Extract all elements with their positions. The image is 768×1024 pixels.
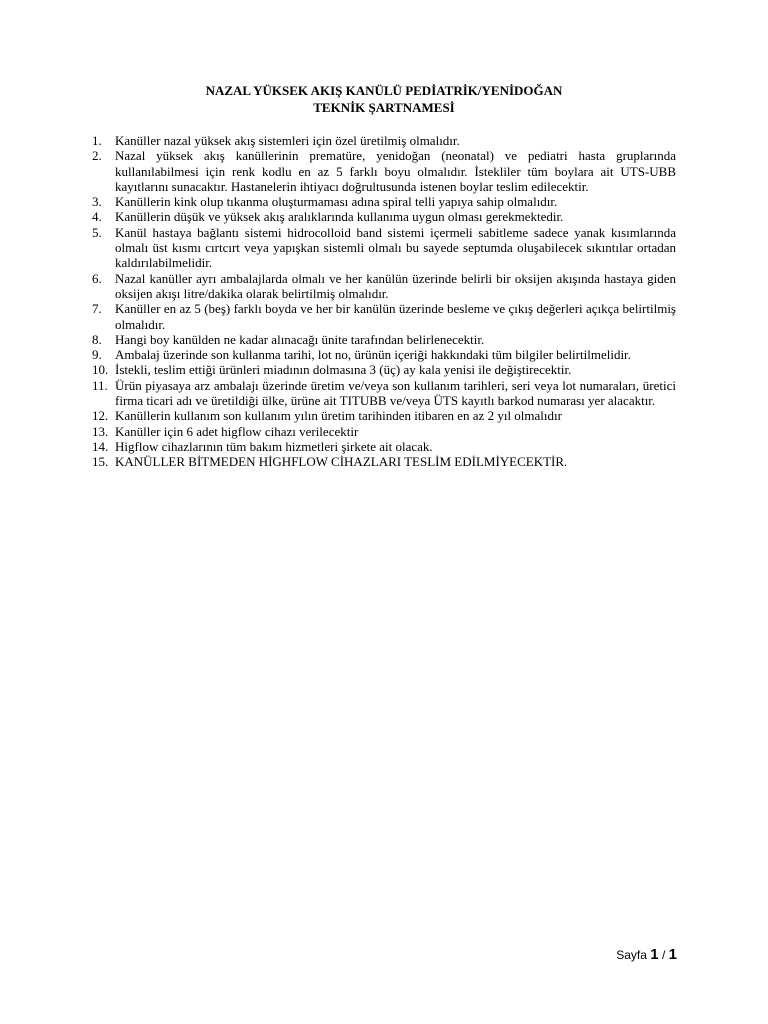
list-item-text: Kanüllerin düşük ve yüksek akış aralıklarında kullanıma uygun olması gerekmektedir.	[115, 209, 564, 225]
page-total: 1	[668, 946, 677, 963]
list-item-number: 9.	[92, 347, 102, 363]
list-item-text: Kanüllerin kullanım son kullanım yılın üretim tarihinden itibaren en az 2 yıl olmalıdır	[115, 408, 562, 424]
list-item-number: 8.	[92, 331, 102, 347]
page-label: Sayfa	[616, 948, 647, 962]
document-title	[92, 82, 676, 116]
list-item	[92, 148, 676, 194]
list-item-number: 5.	[92, 224, 102, 240]
list-item-number: 2.	[92, 148, 102, 164]
list-item-text: KANÜLLER BİTMEDEN HİGHFLOW CİHAZLARI TESLİM EDİLMİYECEKTİR.	[115, 454, 568, 470]
list-item-number: 14.	[92, 438, 109, 454]
list-item	[92, 347, 676, 362]
list-item-number: 7.	[92, 301, 102, 317]
list-item-text: Nazal yüksek akış kanüllerinin prematüre, yenidoğan (neonatal) ve pediatri hasta gruplarında kullanılabilmesi için renk kodlu en az 5 farklı boyu olmalıdır. İstekliler tüm boylara ait UTS-UBB kayıtlarını sunacaktır. Hastanelerin ihtiyacı doğrultusunda istenen boylar teslim edilecektir.	[115, 148, 676, 194]
list-item-text: Kanüller için 6 adet higflow cihazı verilecektir	[115, 423, 359, 439]
list-item	[92, 209, 676, 224]
list-item-text: Ambalaj üzerinde son kullanma tarihi, lot no, ürünün içeriği hakkındaki tüm bilgiler belirtilmelidir.	[115, 347, 631, 363]
page-separator: /	[661, 948, 666, 962]
list-item-text: Nazal kanüller ayrı ambalajlarda olmalı ve her kanülün üzerinde belirli bir oksijen akışında hastaya giden oksijen akışı litre/dakika olarak belirtilmiş olmalıdır.	[115, 270, 676, 301]
list-item-text: Kanül hastaya bağlantı sistemi hidrocolloid band sistemi içermeli sabitleme sadece yanak kısımlarında olmalı üst kısmı cırtcırt veya yapışkan sistemli olmalı bu sayede septumda oluşabilecek sıkıntılar ortadan kaldırılabilmelidir.	[115, 224, 676, 271]
page-number	[616, 946, 677, 963]
list-item-text: İstekli, teslim ettiği ürünleri miadının dolmasına 3 (üç) ay kala yenisi ile değiştirecektir.	[115, 362, 572, 378]
list-item-text: Kanüller en az 5 (beş) farklı boyda ve her bir kanülün üzerinde besleme ve çıkış değerleri açıkça belirtilmiş olmalıdır.	[115, 301, 676, 332]
title-line-1: NAZAL YÜKSEK AKIŞ KANÜLÜ PEDİATRİK/YENİDOĞAN	[205, 83, 563, 98]
list-item	[92, 408, 676, 423]
title-line-2: TEKNİK ŞARTNAMESİ	[313, 100, 455, 115]
list-item-text: Ürün piyasaya arz ambalajı üzerinde üretim ve/veya son kullanım tarihleri, seri veya lot numaraları, üretici firma ticari adı ve üretildiği ülke, ürüne ait TITUBB ve/veya ÜTS kayıtlı barkod numarası yer alacaktır.	[115, 377, 676, 409]
list-item	[92, 133, 676, 148]
list-item	[92, 301, 676, 332]
list-item-number: 13.	[92, 423, 109, 439]
list-item	[92, 194, 676, 209]
list-item	[92, 332, 676, 347]
list-item	[92, 378, 676, 409]
list-item-text: Kanüllerin kink olup tıkanma oluşturmaması adına spiral telli yapıya sahip olmalıdır.	[115, 194, 558, 210]
list-item-number: 1.	[92, 133, 102, 148]
list-item-number: 3.	[92, 194, 102, 210]
specification-list	[92, 133, 676, 470]
list-item-text: Hangi boy kanülden ne kadar alınacağı ünite tarafından belirlenecektir.	[115, 331, 485, 347]
list-item-number: 15.	[92, 454, 109, 470]
list-item	[92, 362, 676, 377]
list-item-text: Kanüller nazal yüksek akış sistemleri için özel üretilmiş olmalıdır.	[115, 133, 460, 148]
list-item	[92, 225, 676, 271]
list-item	[92, 439, 676, 454]
list-item-number: 12.	[92, 408, 109, 424]
list-item-number: 10.	[92, 362, 109, 378]
list-item	[92, 424, 676, 439]
list-item	[92, 271, 676, 302]
list-item-number: 6.	[92, 270, 102, 286]
list-item-number: 4.	[92, 209, 102, 225]
list-item-text: Higflow cihazlarının tüm bakım hizmetleri şirkete ait olacak.	[115, 438, 433, 454]
list-item	[92, 454, 676, 469]
list-item-number: 11.	[92, 377, 108, 393]
page-current: 1	[650, 946, 659, 963]
